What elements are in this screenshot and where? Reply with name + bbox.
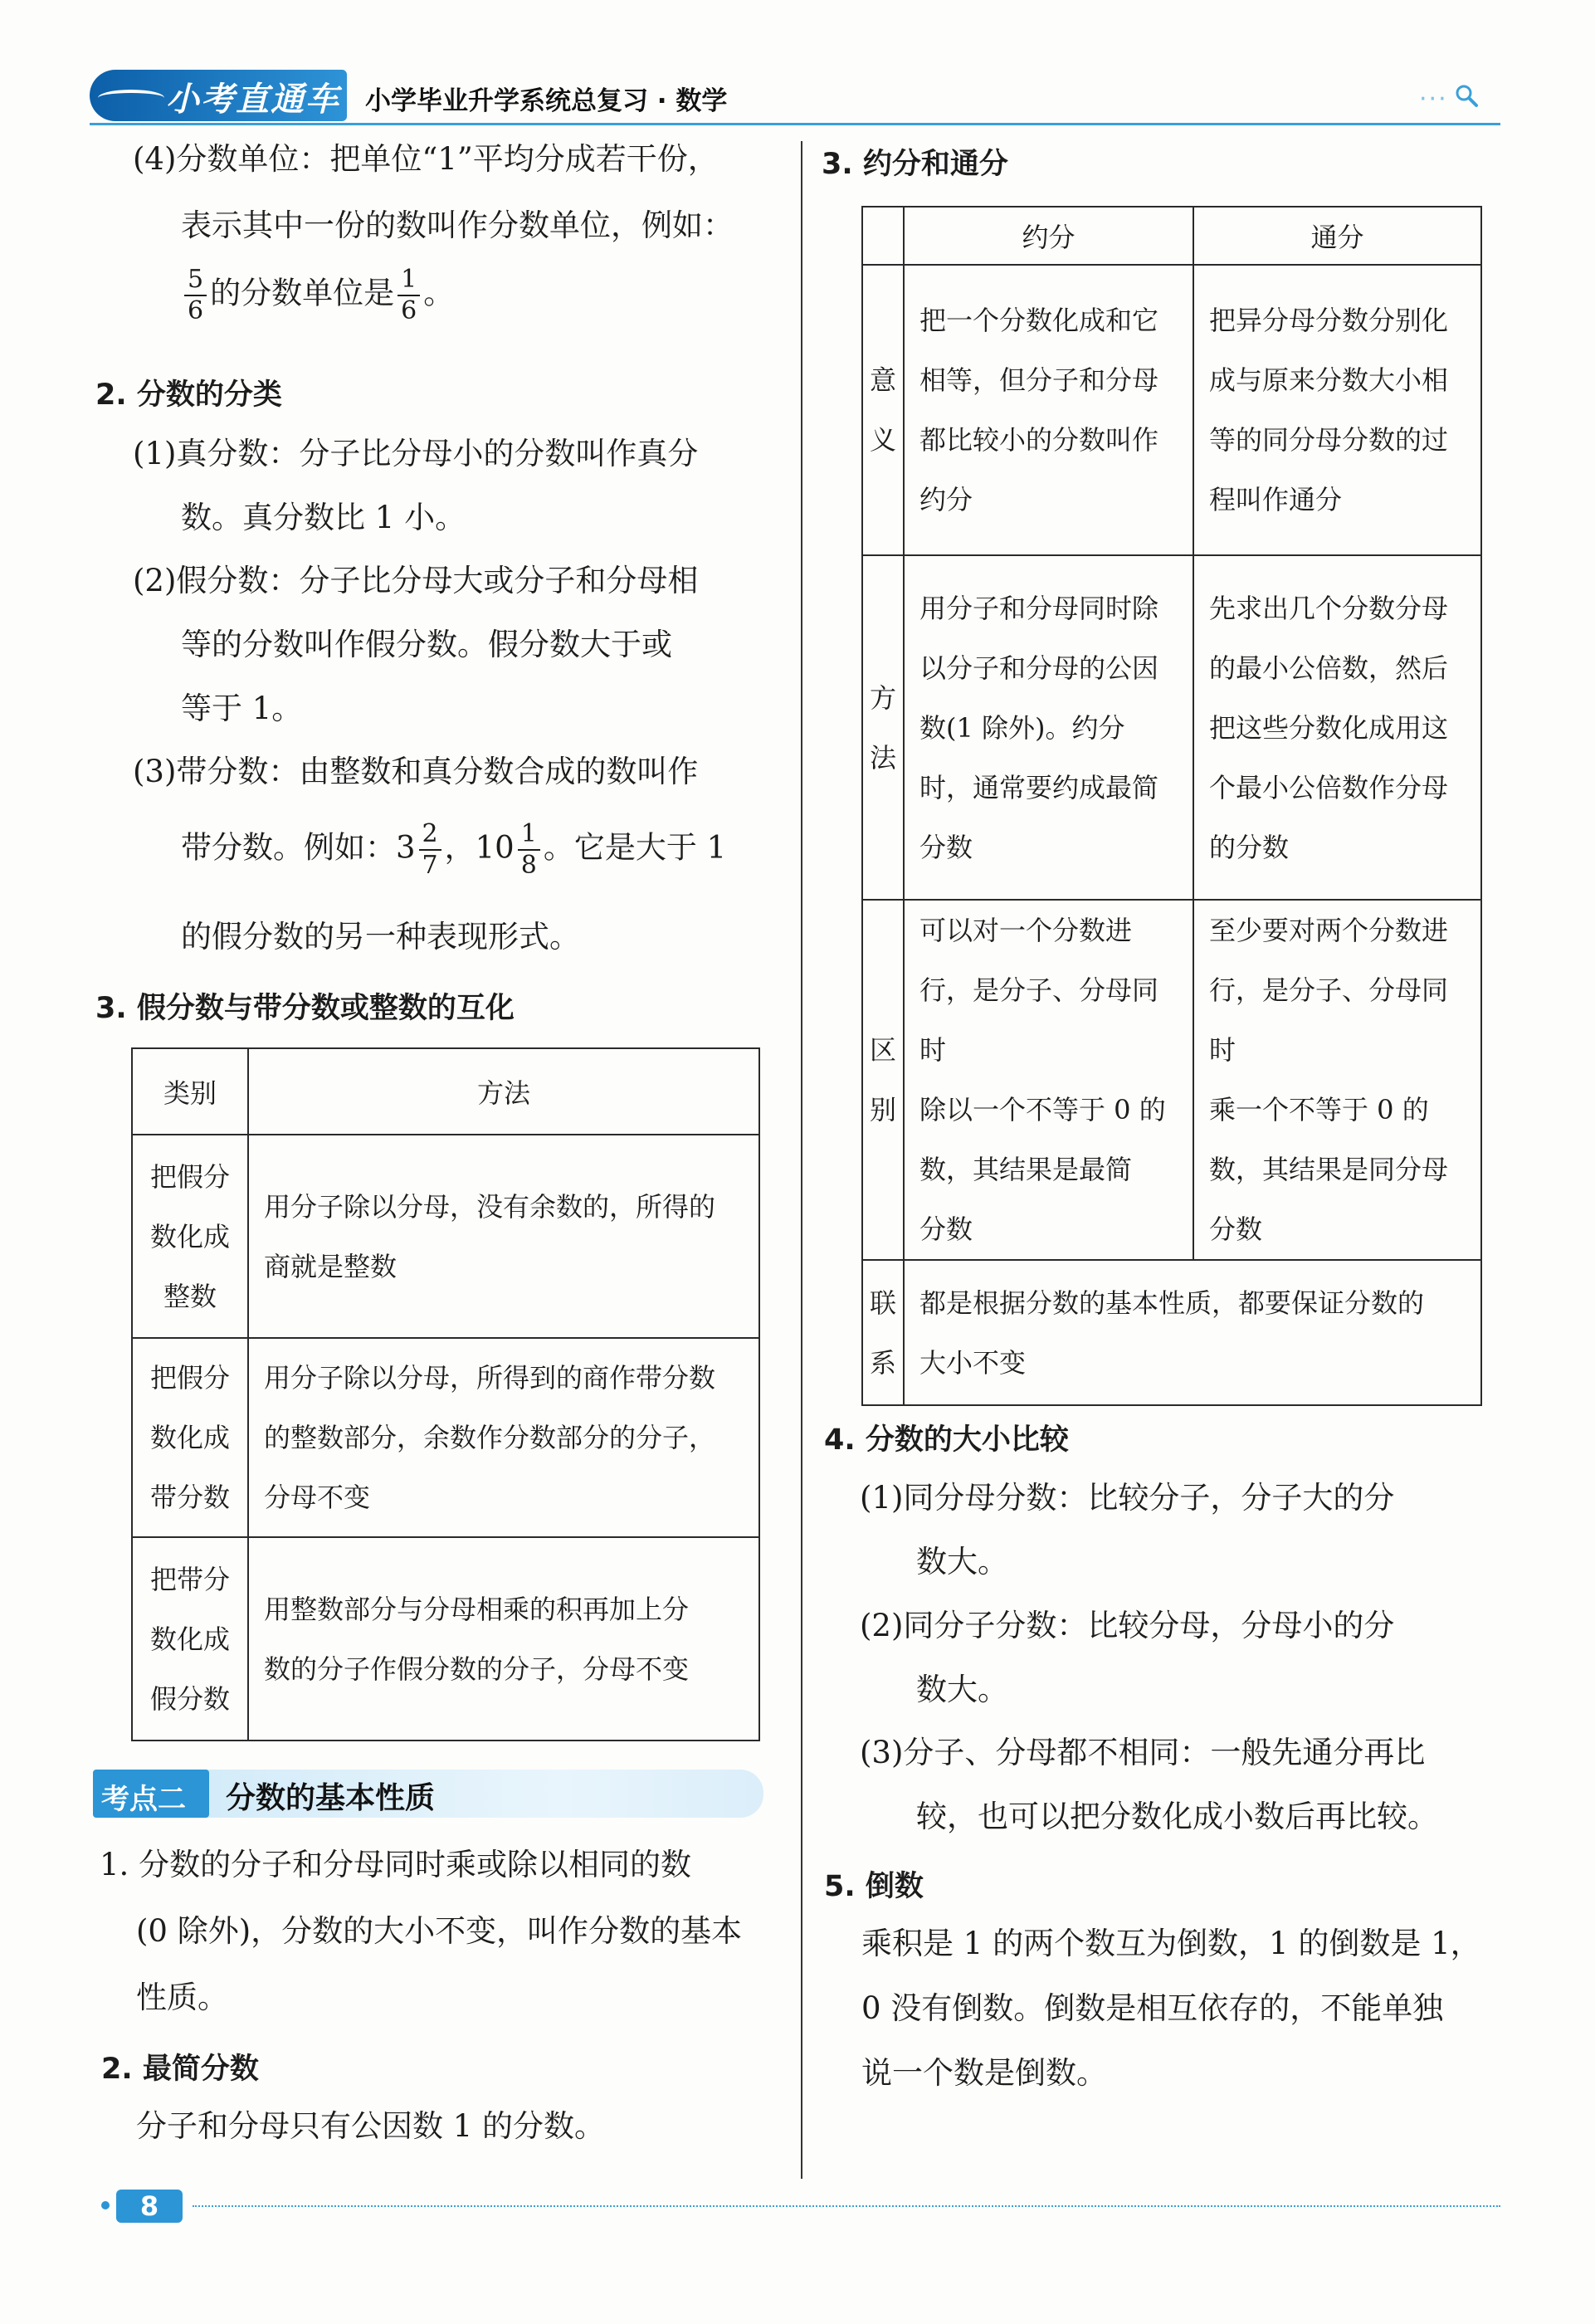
convert-type-cell: 把假分 数化成 整数 [132,1135,248,1338]
convert-type-cell: 把假分 数化成 带分数 [132,1338,248,1537]
reduce-common-table [861,206,1482,1406]
search-icon [1454,83,1479,108]
page-number: 8 [139,2190,159,2222]
mixed-line-3: 的假分数的另一种表现形式。 [181,919,580,954]
reduce-meaning-cell: 把一个分数化成和它 相等，但分子和分母 都比较小的分数叫作 约分 [904,265,1193,555]
col-reduce-header: 约分 [904,207,1193,265]
convert-method-cell: 用分子除以分母，没有余数的，所得的 商就是整数 [248,1135,759,1338]
unit-line-2: 表示其中一份的数叫作分数单位，例如： [181,208,734,243]
relation-cell: 都是根据分数的基本性质，都要保证分数的 大小不变 [904,1260,1481,1405]
col-common-header: 通分 [1193,207,1481,265]
section-title: 分数的基本性质 [226,1781,436,1815]
row-label-difference: 区 别 [862,900,904,1260]
fraction: $\frac{5}{6}$ [184,267,207,324]
book-title: 小学毕业升学系统总复习 · 数学 [365,86,728,116]
fraction: $\frac{2}{7}$ [419,822,441,878]
header-dots: ··· [1419,85,1448,114]
reciprocal-line-1: 乘积是 1 的两个数互为倒数，1 的倒数是 1， [861,1926,1481,1961]
reciprocal-line-2: 0 没有倒数。倒数是相互依存的，不能单独 [861,1990,1444,2026]
fraction: $\frac{1}{6}$ [398,267,420,324]
convert-heading: 3. 假分数与带分数或整数的互化 [95,992,515,1025]
property-line-3: 性质。 [136,1980,228,2015]
footer-dot [101,2201,110,2209]
proper-line-2: 数。真分数比 1 小。 [181,500,466,535]
reciprocal-heading: 5. 倒数 [824,1870,924,1903]
compare-same-num-1: (2)同分子分数：比较分母，分母小的分 [860,1608,1395,1643]
convert-method-cell: 用整数部分与分母相乘的积再加上分 数的分子作假分数的分子，分母不变 [248,1537,759,1741]
row-label-relation: 联 系 [862,1260,904,1405]
reduce-heading: 3. 约分和通分 [822,148,1008,181]
unit-line-1: (4)分数单位：把单位“1”平均分成若干份， [133,141,719,177]
reduce-method-cell: 用分子和分母同时除 以分子和分母的公因 数(1 除外)。约分 时，通常要约成最简 分数 [904,555,1193,900]
col-method-header: 方法 [248,1048,759,1135]
convert-table [131,1047,760,1741]
simplest-text: 分子和分母只有公因数 1 的分数。 [136,2108,606,2144]
classify-heading: 2. 分数的分类 [95,378,282,412]
reciprocal-line-3: 说一个数是倒数。 [861,2055,1107,2091]
improper-line-3: 等于 1。 [181,691,303,726]
common-meaning-cell: 把异分母分数分别化 成与原来分数大小相 等的同分母分数的过 程叫作通分 [1193,265,1481,555]
footer-line [193,2205,1500,2207]
convert-method-cell: 用分子除以分母，所得到的商作带分数 的整数部分，余数作分数部分的分子， 分母不变 [248,1338,759,1537]
section-tag-text: 考点二 [101,1783,186,1816]
row-label-meaning: 意 义 [862,265,904,555]
improper-line-1: (2)假分数：分子比分母大或分子和分母相 [133,563,699,598]
compare-diff-2: 较，也可以把分数化成小数后再比较。 [916,1799,1438,1834]
property-line-2: (0 除外)，分数的大小不变，叫作分数的基本 [136,1913,743,1949]
logo-text: 小考直通车 [166,81,340,119]
compare-same-den-2: 数大。 [916,1544,1008,1579]
compare-diff-1: (3)分子、分母都不相同：一般先通分再比 [860,1735,1426,1770]
compare-heading: 4. 分数的大小比较 [824,1423,1069,1457]
logo-swoosh-icon [98,90,164,106]
column-divider [801,141,802,2179]
improper-line-2: 等的分数叫作假分数。假分数大于或 [181,627,672,662]
compare-same-den-1: (1)同分母分数：比较分子，分子大的分 [860,1480,1395,1516]
common-method-cell: 先求出几个分数分母 的最小公倍数，然后 把这些分数化成用这 个最小公倍数作分母 的分数 [1193,555,1481,900]
common-difference-cell: 至少要对两个分数进 行，是分子、分母同时 乘一个不等于 0 的 数，其结果是同分母 分数 [1193,900,1481,1260]
fraction: $\frac{1}{8}$ [518,822,540,878]
unit-example: $\frac{5}{6}$ 的分数单位是 $\frac{1}{6}$ 。 [181,267,454,324]
convert-type-cell: 把带分 数化成 假分数 [132,1537,248,1741]
row-label-method: 方 法 [862,555,904,900]
reduce-difference-cell: 可以对一个分数进 行，是分子、分母同时 除以一个不等于 0 的 数，其结果是最简 分数 [904,900,1193,1260]
simplest-heading: 2. 最简分数 [101,2053,259,2086]
proper-line-1: (1)真分数：分子比分母小的分数叫作真分 [133,436,699,471]
col-type-header: 类别 [132,1048,248,1135]
mixed-line-2: 带分数。例如：3 $\frac{2}{7}$ ，10 $\frac{1}{8}$ 。它是大于 1 [181,819,727,880]
corner-cell [862,207,904,265]
property-line-1: 1. 分数的分子和分母同时乘或除以相同的数 [100,1847,692,1882]
mixed-line-1: (3)带分数：由整数和真分数合成的数叫作 [133,754,699,789]
compare-same-num-2: 数大。 [916,1672,1008,1707]
